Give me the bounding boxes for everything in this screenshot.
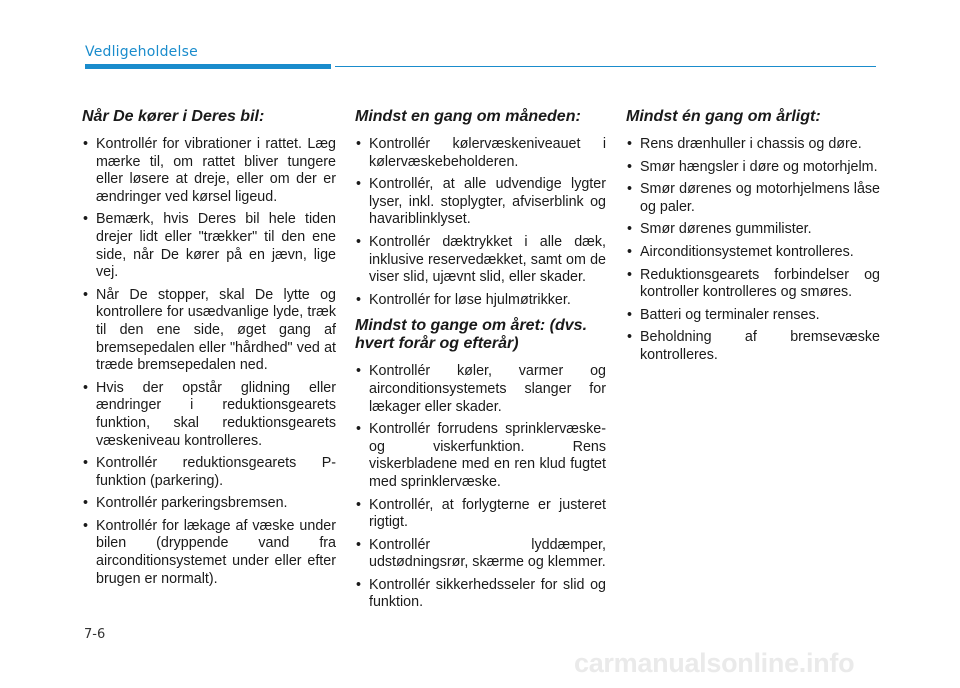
bullet-icon: • xyxy=(356,496,362,513)
bullet-icon: • xyxy=(356,421,362,438)
bullet-icon: • xyxy=(627,329,633,346)
list-item-text: Smør dørenes gummilister. xyxy=(640,221,812,238)
section-heading-driving: Når De kører i Deres bil: xyxy=(82,108,265,125)
list-item xyxy=(82,495,336,513)
bullet-icon: • xyxy=(356,291,362,308)
list-item-text: Kontrollér for løse hjulmøtrikker. xyxy=(369,291,571,308)
bullet-icon: • xyxy=(627,221,633,238)
list-item-text: Rens drænhuller i chassis og døre. xyxy=(640,136,862,152)
list-item xyxy=(355,292,606,310)
list-item-text: Når De stopper, skal De lytte og kontrollere for usædvanlige lyde, træk til den ene side, øget gang af bremsepedalen eller "hårdhed" ved at træde bremsepedalen ned. xyxy=(96,286,336,374)
bullet-icon: • xyxy=(627,181,633,198)
list-item-text: Kontrollér, at alle udvendige lygter lyser, inkl. stoplygter, afviserblink og havariblinklyset. xyxy=(369,176,606,228)
bullet-icon: • xyxy=(356,136,362,152)
checklist-biannual xyxy=(355,363,606,612)
list-item-text: Kontrollér lyddæmper, udstødningsrør, skærme og klemmer. xyxy=(369,536,606,571)
list-item-text: Kontrollér kølervæskeniveauet i kølervæskebeholderen. xyxy=(369,136,606,170)
list-item xyxy=(82,211,336,281)
list-item-text: Kontrollér forrudens sprinklervæske- og viskerfunktion. Rens viskerbladene med en ren klud fugtet med sprinklervæske. xyxy=(369,421,606,490)
list-item-text: Smør dørenes og motorhjelmens låse og paler. xyxy=(640,181,880,215)
bullet-icon: • xyxy=(83,495,89,512)
list-item xyxy=(355,363,606,416)
list-item xyxy=(82,380,336,450)
bullet-icon: • xyxy=(83,136,89,152)
list-item-text: Airconditionsystemet kontrolleres. xyxy=(640,243,854,260)
list-item xyxy=(626,159,880,177)
list-item-text: Kontrollér reduktionsgearets P-funktion (parkering). xyxy=(96,455,336,489)
header-rule-thick xyxy=(85,64,331,69)
list-item xyxy=(355,421,606,491)
list-item xyxy=(82,518,336,588)
list-item xyxy=(355,136,606,171)
list-item xyxy=(82,287,336,375)
bullet-icon: • xyxy=(83,211,89,228)
bullet-icon: • xyxy=(356,576,362,593)
list-item-text: Beholdning af bremsevæske kontrolleres. xyxy=(640,329,880,363)
bullet-icon: • xyxy=(356,176,362,193)
section-heading-yearly: Mindst én gang om årligt: xyxy=(626,108,821,125)
checklist-monthly xyxy=(355,136,606,309)
list-item xyxy=(626,267,880,302)
list-item xyxy=(626,136,880,154)
section-header: Vedligeholdelse xyxy=(85,44,198,60)
list-item xyxy=(82,136,336,206)
section-heading-biannual: Mindst to gange om året: (dvs. hvert forår og efterår) xyxy=(355,317,588,353)
list-item-text: Bemærk, hvis Deres bil hele tiden drejer lidt eller "trækker" til den ene side, når De kører på en jævn, lige vej. xyxy=(96,211,336,281)
bullet-icon: • xyxy=(83,517,89,534)
list-item xyxy=(355,234,606,287)
header-rule-thin xyxy=(335,66,876,67)
list-item-text: Hvis der opstår glidning eller ændringer i reduktionsgearets funktion, skal reduktionsgearets væskeniveau kontrolleres. xyxy=(96,379,336,449)
bullet-icon: • xyxy=(83,455,89,472)
bullet-icon: • xyxy=(627,136,633,152)
watermark[interactable]: carmanualsonline.info xyxy=(574,648,855,678)
list-item xyxy=(626,329,880,364)
section-heading-monthly: Mindst en gang om måneden: xyxy=(355,108,581,125)
list-item-text: Kontrollér køler, varmer og airconditionsystemets slanger for lækager eller skader. xyxy=(369,363,606,415)
column-1 xyxy=(82,108,336,593)
column-3 xyxy=(626,108,880,370)
bullet-icon: • xyxy=(83,379,89,396)
list-item-text: Reduktionsgearets forbindelser og kontroller kontrolleres og smøres. xyxy=(640,266,880,301)
list-item-text: Kontrollér for lækage af væske under bilen (dryppende vand fra airconditionsystemet under eller efter brugen er normalt). xyxy=(96,517,336,587)
bullet-icon: • xyxy=(83,286,89,303)
list-item xyxy=(355,497,606,532)
checklist-driving xyxy=(82,136,336,588)
bullet-icon: • xyxy=(356,536,362,553)
list-item-text: Kontrollér sikkerhedsseler for slid og funktion. xyxy=(369,576,606,611)
list-item xyxy=(355,577,606,612)
list-item-text: Kontrollér, at forlygterne er justeret rigtigt. xyxy=(369,496,606,531)
list-item-text: Smør hængsler i døre og motorhjelm. xyxy=(640,158,878,175)
list-item xyxy=(626,307,880,325)
list-item xyxy=(626,221,880,239)
bullet-icon: • xyxy=(627,266,633,283)
list-item xyxy=(626,181,880,216)
column-2 xyxy=(355,108,606,617)
bullet-icon: • xyxy=(627,243,633,260)
list-item xyxy=(355,176,606,229)
list-item-text: Kontrollér dæktrykket i alle dæk, inklusive reservedækket, samt om de viser slid, ujævnt slid, eller skader. xyxy=(369,233,606,286)
list-item xyxy=(82,455,336,490)
list-item xyxy=(626,244,880,262)
bullet-icon: • xyxy=(627,158,633,175)
checklist-yearly xyxy=(626,136,880,365)
list-item-text: Batteri og terminaler renses. xyxy=(640,306,820,323)
list-item xyxy=(355,537,606,572)
list-item-text: Kontrollér for vibrationer i rattet. Læg mærke til, om rattet bliver tungere eller løsere at dreje, eller om der er ændringer ved kørsel ligeud. xyxy=(96,136,336,205)
bullet-icon: • xyxy=(356,363,362,380)
bullet-icon: • xyxy=(627,306,633,323)
bullet-icon: • xyxy=(356,233,362,250)
list-item-text: Kontrollér parkeringsbremsen. xyxy=(96,495,288,512)
page-number: 7-6 xyxy=(84,627,106,642)
